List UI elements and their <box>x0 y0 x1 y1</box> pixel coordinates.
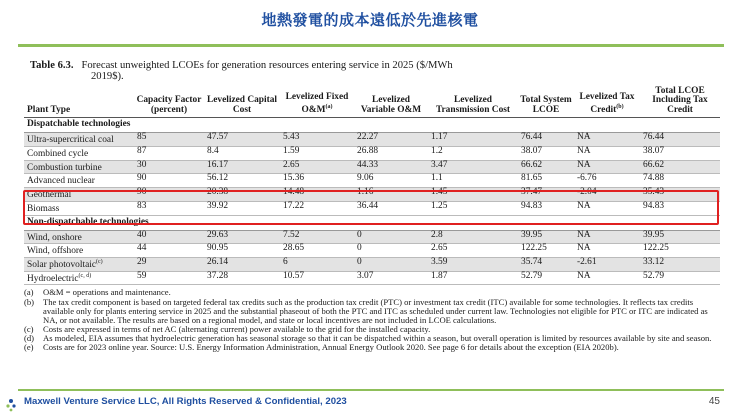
footnote <box>24 343 720 352</box>
transmission-cost-cell: 1.17 <box>428 133 518 147</box>
plant-type-name: Wind, onshore <box>27 232 82 243</box>
plant-type-name: Ultra-supercritical coal <box>27 135 114 146</box>
section-title: Non-dispatchable technologies <box>24 215 720 230</box>
total-incl-credit-cell: 35.43 <box>640 188 720 202</box>
capital-cost-cell: 37.28 <box>204 271 280 285</box>
fixed-om-cell: 7.52 <box>280 230 354 244</box>
capital-cost-cell: 39.92 <box>204 201 280 215</box>
footnote-text: The tax credit component is based on targeted federal tax credits such as the production tax credit (PTC) or investment tax credit (ITC) available for some technologies. It reflects tax credits available only for plants entering service in 2025 and the substantial phaseout of both the PTC and ITC as scheduled under current law. Technologies not eligible for PTC or ITC are indicated as NA, or not available. The results are based on a regional model, and state or local incentives are not included in LCOE calculations. <box>43 296 708 325</box>
fixed-om-cell: 1.59 <box>280 146 354 160</box>
table-caption-text-cont: 2019$). <box>91 71 124 82</box>
total-lcoe-cell: 39.95 <box>518 230 574 244</box>
col-header-plant-type: Plant Type <box>24 87 134 118</box>
plant-type-cell <box>24 257 134 271</box>
slide-title: 地熱發電的成本遠低於先進核電 <box>261 11 479 29</box>
col-header-tax-credit <box>574 87 640 118</box>
plant-type-footnote: (c) <box>96 258 103 265</box>
total-incl-credit-cell: 66.62 <box>640 160 720 174</box>
plant-type-footnote: (c, d) <box>78 272 92 279</box>
transmission-cost-cell: 2.8 <box>428 230 518 244</box>
table-row <box>24 133 720 147</box>
table-caption-label: Table 6.3. <box>30 60 74 71</box>
tax-credit-cell: NA <box>574 271 640 285</box>
total-incl-credit-cell: 74.88 <box>640 174 720 188</box>
plant-type-cell <box>24 146 134 160</box>
fixed-om-cell: 14.48 <box>280 188 354 202</box>
capital-cost-cell: 56.12 <box>204 174 280 188</box>
total-lcoe-cell: 52.79 <box>518 271 574 285</box>
variable-om-cell: 44.33 <box>354 160 428 174</box>
footnote-text: Costs are expressed in terms of net AC (alternating current) power available to the grid for the installed capacity. <box>43 323 431 334</box>
total-incl-credit-cell: 122.25 <box>640 244 720 258</box>
footnote-text: Costs are for 2023 online year. Source: U.S. Energy Information Administration, Annual Energy Outlook 2020. See page 6 for details about the exception (EIA 2020b). <box>43 341 619 352</box>
transmission-cost-cell: 1.2 <box>428 146 518 160</box>
plant-type-cell <box>24 271 134 285</box>
col-header-fixed-om <box>280 87 354 118</box>
lcoe-table <box>24 87 720 285</box>
footnote <box>24 298 720 325</box>
table-row <box>24 244 720 258</box>
col-header-variable-om: Levelized Variable O&M <box>354 87 428 118</box>
variable-om-cell: 26.88 <box>354 146 428 160</box>
total-incl-credit-cell: 94.83 <box>640 201 720 215</box>
total-lcoe-cell: 94.83 <box>518 201 574 215</box>
fixed-om-cell: 2.65 <box>280 160 354 174</box>
transmission-cost-cell: 3.59 <box>428 257 518 271</box>
section-header-row <box>24 118 720 133</box>
table-row <box>24 174 720 188</box>
total-lcoe-cell: 38.07 <box>518 146 574 160</box>
total-incl-credit-cell: 39.95 <box>640 230 720 244</box>
plant-type-name: Geothermal <box>27 190 72 201</box>
fixed-om-cell: 10.57 <box>280 271 354 285</box>
capacity-factor-cell: 87 <box>134 146 204 160</box>
table-row <box>24 160 720 174</box>
capacity-factor-cell: 90 <box>134 174 204 188</box>
plant-type-name: Solar photovoltaic <box>27 260 96 271</box>
plant-type-name: Biomass <box>27 203 60 214</box>
table-row <box>24 257 720 271</box>
fixed-om-cell: 28.65 <box>280 244 354 258</box>
variable-om-cell: 22.27 <box>354 133 428 147</box>
footnote-label: (b) <box>24 296 35 307</box>
table-footnotes <box>24 288 720 352</box>
plant-type-name: Combustion turbine <box>27 162 102 173</box>
capital-cost-cell: 29.63 <box>204 230 280 244</box>
footer-divider <box>18 389 724 391</box>
table-row <box>24 146 720 160</box>
capacity-factor-cell: 85 <box>134 133 204 147</box>
fixed-om-cell: 6 <box>280 257 354 271</box>
plant-type-cell <box>24 133 134 147</box>
fixed-om-cell: 17.22 <box>280 201 354 215</box>
col-header-total-incl-credit: Total LCOE Including Tax Credit <box>640 87 720 118</box>
tax-credit-cell: NA <box>574 146 640 160</box>
capacity-factor-cell: 83 <box>134 201 204 215</box>
capacity-factor-cell: 30 <box>134 160 204 174</box>
transmission-cost-cell: 3.47 <box>428 160 518 174</box>
variable-om-cell: 36.44 <box>354 201 428 215</box>
plant-type-name: Hydroelectric <box>27 273 79 284</box>
col-header-fixed-om-text: Levelized Fixed O&M <box>285 92 349 115</box>
total-incl-credit-cell: 76.44 <box>640 133 720 147</box>
tax-credit-cell: NA <box>574 133 640 147</box>
variable-om-cell: 9.06 <box>354 174 428 188</box>
col-header-capital-cost: Levelized Capital Cost <box>204 87 280 118</box>
total-incl-credit-cell: 33.12 <box>640 257 720 271</box>
section-title: Dispatchable technologies <box>24 118 720 133</box>
total-lcoe-cell: 66.62 <box>518 160 574 174</box>
capacity-factor-cell: 59 <box>134 271 204 285</box>
tax-credit-cell: NA <box>574 160 640 174</box>
plant-type-name: Combined cycle <box>27 149 89 160</box>
capital-cost-cell: 16.17 <box>204 160 280 174</box>
transmission-cost-cell: 1.45 <box>428 188 518 202</box>
footnote-label: (a) <box>24 287 34 298</box>
variable-om-cell: 0 <box>354 257 428 271</box>
page-number: 45 <box>708 396 720 407</box>
footnote-text: As modeled, EIA assumes that hydroelectric generation has seasonal storage so that it can be dispatched within a season, but overall operation is limited by resources available by site and season. <box>43 332 712 343</box>
fixed-om-cell: 15.36 <box>280 174 354 188</box>
plant-type-cell <box>24 244 134 258</box>
plant-type-cell <box>24 230 134 244</box>
transmission-cost-cell: 1.25 <box>428 201 518 215</box>
capacity-factor-cell: 90 <box>134 188 204 202</box>
col-header-transmission: Levelized Transmission Cost <box>428 87 518 118</box>
tax-credit-cell: NA <box>574 230 640 244</box>
capital-cost-cell: 8.4 <box>204 146 280 160</box>
total-lcoe-cell: 76.44 <box>518 133 574 147</box>
table-caption <box>30 60 720 82</box>
footnote-label: (d) <box>24 332 35 343</box>
tax-credit-cell: -2.61 <box>574 257 640 271</box>
capacity-factor-cell: 29 <box>134 257 204 271</box>
company-logo-icon <box>5 398 17 412</box>
variable-om-cell: 1.16 <box>354 188 428 202</box>
col-header-fixed-om-note: (a) <box>325 103 333 110</box>
plant-type-cell <box>24 160 134 174</box>
table-row <box>24 230 720 244</box>
transmission-cost-cell: 1.87 <box>428 271 518 285</box>
col-header-capacity-factor: Capacity Factor (percent) <box>134 87 204 118</box>
tax-credit-cell: NA <box>574 201 640 215</box>
col-header-total-lcoe: Total System LCOE <box>518 87 574 118</box>
total-lcoe-cell: 35.74 <box>518 257 574 271</box>
fixed-om-cell: 5.43 <box>280 133 354 147</box>
col-header-tax-credit-text: Levelized Tax Credit <box>579 92 635 115</box>
total-incl-credit-cell: 38.07 <box>640 146 720 160</box>
tax-credit-cell: -6.76 <box>574 174 640 188</box>
variable-om-cell: 0 <box>354 230 428 244</box>
header-divider <box>18 44 724 47</box>
variable-om-cell: 0 <box>354 244 428 258</box>
col-header-tax-credit-note: (b) <box>616 103 624 110</box>
tax-credit-cell: -2.04 <box>574 188 640 202</box>
table-caption-text: Forecast unweighted LCOEs for generation resources entering service in 2025 ($/MWh <box>81 60 453 71</box>
highlight-box-nuclear-geothermal <box>23 190 719 225</box>
capital-cost-cell: 26.14 <box>204 257 280 271</box>
plant-type-name: Wind, offshore <box>27 246 84 257</box>
total-incl-credit-cell: 52.79 <box>640 271 720 285</box>
footnote-text: O&M = operations and maintenance. <box>43 287 171 298</box>
transmission-cost-cell: 1.1 <box>428 174 518 188</box>
total-lcoe-cell: 122.25 <box>518 244 574 258</box>
capacity-factor-cell: 44 <box>134 244 204 258</box>
table-row <box>24 271 720 285</box>
plant-type-cell <box>24 174 134 188</box>
footnote-label: (c) <box>24 323 34 334</box>
transmission-cost-cell: 2.65 <box>428 244 518 258</box>
variable-om-cell: 3.07 <box>354 271 428 285</box>
capital-cost-cell: 90.95 <box>204 244 280 258</box>
capital-cost-cell: 20.38 <box>204 188 280 202</box>
table-header-row <box>24 87 720 118</box>
tax-credit-cell: NA <box>574 244 640 258</box>
footer-copyright: Maxwell Venture Service LLC, All Rights Reserved & Confidential, 2023 <box>24 396 347 407</box>
footnote-label: (e) <box>24 341 34 352</box>
total-lcoe-cell: 37.47 <box>518 188 574 202</box>
plant-type-name: Advanced nuclear <box>27 176 95 187</box>
total-lcoe-cell: 81.65 <box>518 174 574 188</box>
capital-cost-cell: 47.57 <box>204 133 280 147</box>
capacity-factor-cell: 40 <box>134 230 204 244</box>
